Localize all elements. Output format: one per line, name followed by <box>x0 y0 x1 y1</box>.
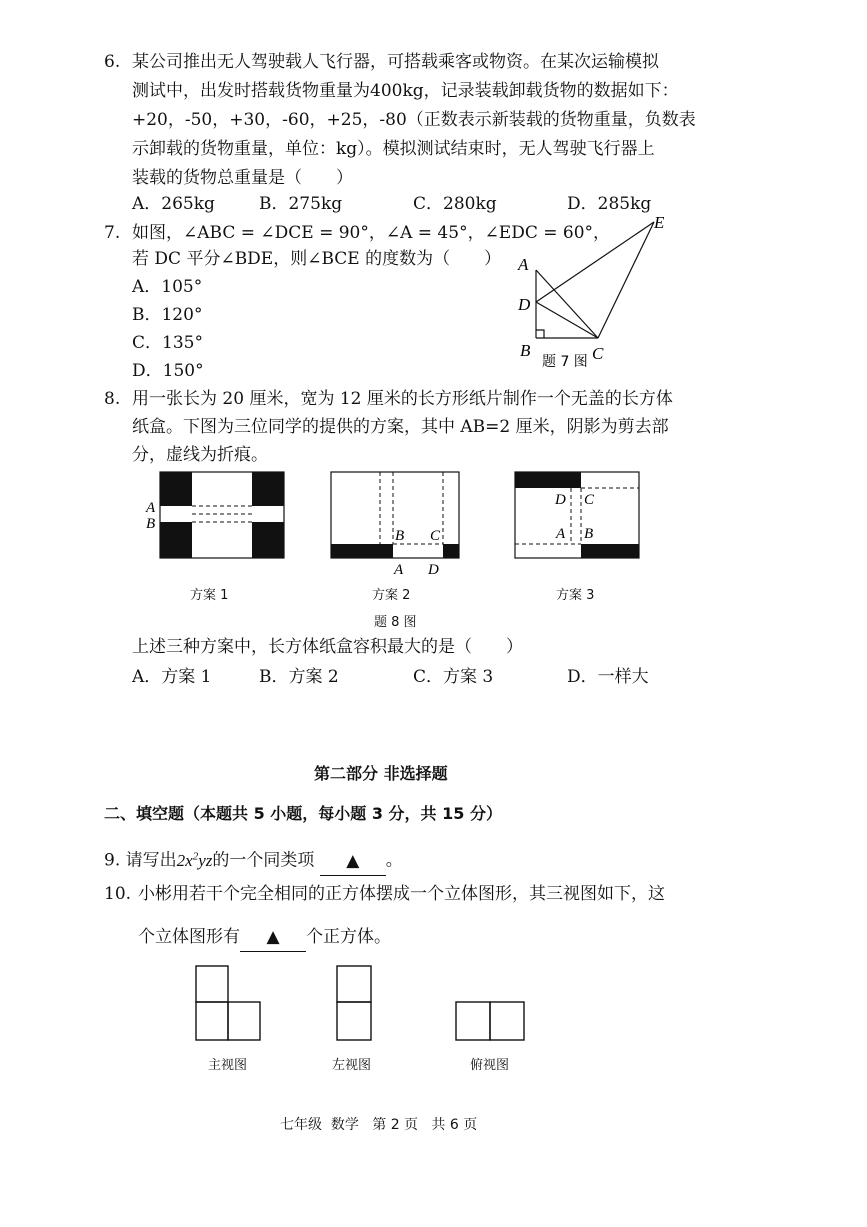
q7-number: 7. <box>104 223 121 243</box>
q7-label-d: D <box>518 295 531 314</box>
q10-line-2-before: 个立体图形有 <box>138 927 240 947</box>
q9-text-before: 请写出 <box>125 850 177 871</box>
q6-line-5: 装载的货物总重量是（ ） <box>132 168 353 188</box>
q10-answer-blank[interactable]: ▲ <box>240 923 306 952</box>
q6-line-2: 测试中，出发时搭载货物重量为400kg，记录装载卸载货物的数据如下： <box>132 81 679 101</box>
q7-line-1: 如图，∠ABC = ∠DCE = 90°，∠A = 45°，∠EDC = 60°， <box>132 223 611 243</box>
q9-end: 。 <box>385 850 403 871</box>
q8-number: 8. <box>104 389 121 409</box>
q7-label-a: A <box>518 255 529 274</box>
q10-front-view-label: 主视图 <box>208 1058 248 1073</box>
q8-s2-label-d: D <box>428 562 439 578</box>
q6-line-3: +20，-50，+30，-60，+25，-80（正数表示新装载的货物重量，负数表 <box>132 110 696 130</box>
q10-front-view <box>194 964 264 1044</box>
part2-title: 第二部分 非选择题 <box>314 764 448 783</box>
q8-scheme-3-label: 方案 3 <box>556 588 595 603</box>
q8-figure-caption: 题 8 图 <box>374 615 417 630</box>
q7-figure <box>510 210 680 375</box>
q8-s1-label-a: A <box>146 500 156 516</box>
q8-s3-label-b: B <box>584 526 594 542</box>
q6-option-c: C．280kg <box>413 194 497 214</box>
q6-line-4: 示卸载的货物重量，单位：kg）。模拟测试结束时，无人驾驶飞行器上 <box>132 139 655 159</box>
q8-line-2: 纸盒。下图为三位同学的提供的方案，其中 AB=2 厘米，阴影为剪去部 <box>132 417 669 437</box>
q9-expression <box>177 851 213 870</box>
q10-line-2 <box>138 923 391 952</box>
q6-option-a: A．265kg <box>132 194 215 214</box>
q7-option-d: D．150° <box>132 361 204 381</box>
q7-line-2: 若 DC 平分∠BDE，则∠BCE 的度数为（ ） <box>132 249 502 269</box>
q8-scheme-2-figure <box>328 468 463 578</box>
q10-line-1: 小彬用若干个完全相同的正方体摆成一个立体图形，其三视图如下，这 <box>138 884 665 904</box>
q9-number: 9. <box>104 850 121 871</box>
q10-line-2-after: 个正方体。 <box>306 927 391 947</box>
q8-scheme-2-label: 方案 2 <box>372 588 411 603</box>
q8-option-c: C．方案 3 <box>413 667 494 687</box>
q10-top-view <box>454 1000 528 1044</box>
q8-s2-label-c: C <box>430 528 441 544</box>
q8-line-3: 分，虚线为折痕。 <box>132 445 268 465</box>
q10-top-view-label: 俯视图 <box>470 1058 510 1073</box>
q8-line-1: 用一张长为 20 厘米，宽为 12 厘米的长方形纸片制作一个无盖的长方体 <box>132 389 673 409</box>
q6-line-1: 某公司推出无人驾驶载人飞行器，可搭载乘客或物资。在某次运输模拟 <box>132 52 659 72</box>
section-fill-blank: 二、填空题（本题共 5 小题，每小题 3 分，共 15 分） <box>104 804 502 823</box>
q8-s2-label-a: A <box>394 562 404 578</box>
q6-option-d: D．285kg <box>567 194 652 214</box>
q8-scheme-1-figure <box>140 468 290 563</box>
q9-expression-exponent: 2 <box>192 850 199 862</box>
q10-number: 10. <box>104 884 132 904</box>
q7-option-b: B．120° <box>132 305 203 325</box>
q8-option-b: B．方案 2 <box>259 667 339 687</box>
q8-option-a: A．方案 1 <box>132 667 212 687</box>
q8-option-d: D．一样大 <box>567 667 649 687</box>
q9-answer-blank[interactable]: ▲ <box>320 847 386 876</box>
q10-left-view <box>335 964 375 1044</box>
q8-s3-label-c: C <box>584 492 595 508</box>
q8-s1-label-b: B <box>146 516 156 532</box>
q7-label-b: B <box>520 341 531 360</box>
q6-option-b: B．275kg <box>259 194 343 214</box>
q8-scheme-3-figure <box>512 468 644 563</box>
q9-expression-base: 2x <box>176 850 193 870</box>
q7-label-e: E <box>654 213 665 232</box>
q9-text-after: 的一个同类项 <box>212 850 315 871</box>
q10-left-view-label: 左视图 <box>332 1058 372 1073</box>
q7-figure-caption: 题 7 图 <box>542 354 588 370</box>
q8-question: 上述三种方案中，长方体纸盒容积最大的是（ ） <box>132 637 523 657</box>
q9 <box>104 842 403 876</box>
q8-s3-label-d: D <box>555 492 566 508</box>
q7-option-c: C．135° <box>132 333 203 353</box>
page-footer: 七年级 数学 第 2 页 共 6 页 <box>280 1117 478 1133</box>
q8-scheme-1-label: 方案 1 <box>190 588 229 603</box>
q8-s2-label-b: B <box>395 528 405 544</box>
q6-number: 6. <box>104 52 121 72</box>
q9-expression-tail: yz <box>198 850 213 870</box>
q7-option-a: A．105° <box>132 277 203 297</box>
q8-s3-label-a: A <box>556 526 566 542</box>
q7-label-c: C <box>592 344 604 363</box>
